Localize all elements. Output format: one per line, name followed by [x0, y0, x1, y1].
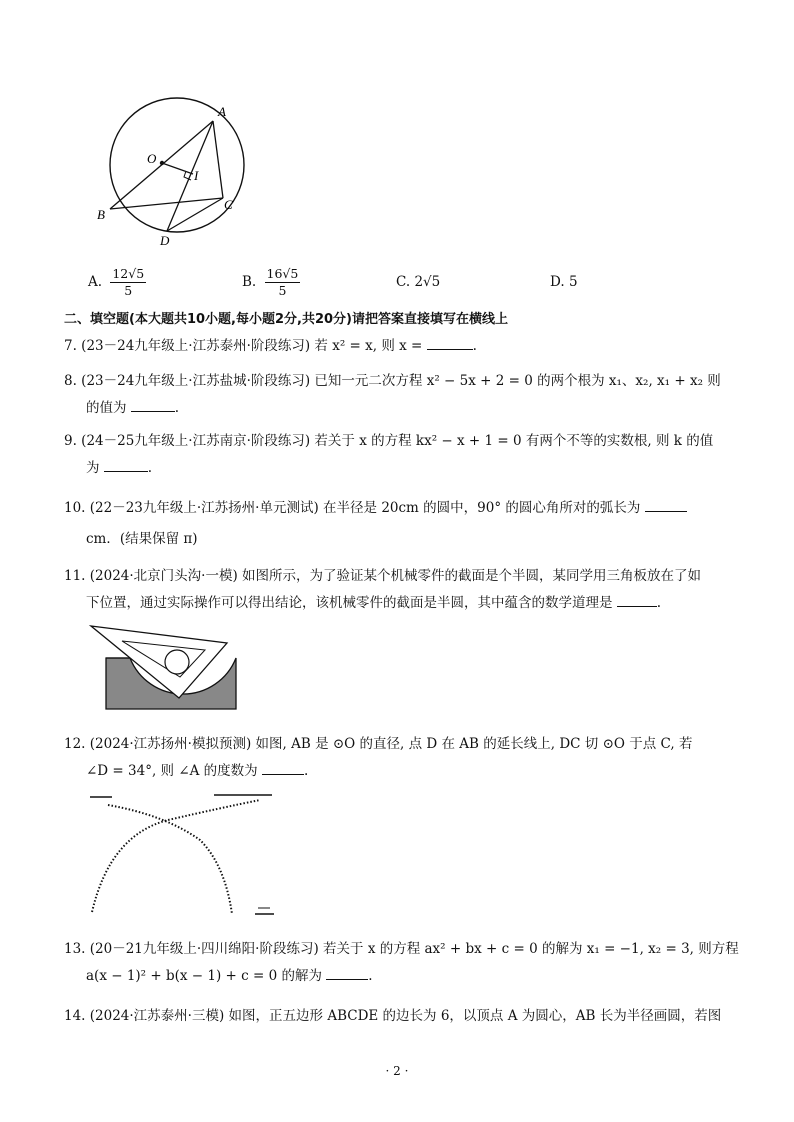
option-b-numerator: 16√5: [266, 266, 299, 281]
q10-line2: cm．(结果保留 π): [86, 531, 198, 547]
question-8: [64, 368, 734, 422]
q12-line1: 12. (2024·江苏扬州·模拟预测) 如图, AB 是 ⊙O 的直径, 点 D 在 AB 的延长线上, DC 切 ⊙O 于点 C, 若: [64, 736, 693, 752]
option-c[interactable]: [396, 274, 440, 308]
label-B: B: [97, 207, 105, 222]
label-I: I: [194, 168, 199, 183]
option-c-letter: C.: [396, 274, 411, 290]
option-a[interactable]: [88, 266, 146, 300]
q8-end: .: [174, 400, 180, 416]
q7-text: 7. (23－24九年级上·江苏泰州·阶段练习) 若 x² = x, 则 x =: [64, 338, 423, 354]
q9-answer-blank[interactable]: [104, 457, 148, 472]
q9-end: .: [147, 460, 153, 476]
question-11: [64, 563, 734, 617]
q11-line1: 11. (2024·北京门头沟·一模) 如图所示，为了验证某个机械零件的截面是个半圆，某同学用三角板放在了如: [64, 568, 702, 584]
q10-line1: 10. (22－23九年级上·江苏扬州·单元测试) 在半径是 20cm 的圆中，90° 的圆心角所对的弧长为: [64, 500, 641, 516]
q13-end: .: [368, 968, 373, 984]
q9-line2: 为: [86, 460, 100, 476]
q13-line2: a(x − 1)² + b(x − 1) + c = 0 的解为: [86, 968, 322, 984]
q10-answer-blank[interactable]: [645, 497, 687, 512]
q11-line2: 下位置，通过实际操作可以得出结论，该机械零件的截面是半圆，其中蕴含的数学道理是: [86, 595, 613, 611]
option-b-denominator: 5: [278, 283, 287, 298]
q11-answer-blank[interactable]: [617, 592, 657, 607]
option-d-value: 5: [568, 274, 578, 290]
option-c-value: 2√5: [414, 274, 441, 290]
q11-end: .: [656, 595, 662, 611]
question-13: [64, 936, 739, 990]
q7-answer-blank[interactable]: [427, 335, 473, 350]
circle-tangent-figure: [86, 790, 286, 920]
option-b[interactable]: [242, 266, 300, 300]
option-b-letter: B.: [242, 274, 257, 290]
q13-line1: 13. (20－21九年级上·四川绵阳·阶段练习) 若关于 x 的方程 ax² + bx + c = 0 的解为 x₁ = −1, x₂ = 3, 则方程: [64, 941, 739, 957]
option-a-letter: A.: [88, 274, 103, 290]
option-d[interactable]: [550, 274, 578, 308]
circle-triangle-figure: [85, 96, 255, 248]
question-7: [64, 333, 734, 360]
q12-answer-blank[interactable]: [262, 760, 304, 775]
page-number: · 2 ·: [385, 1064, 409, 1078]
q14-line1: 14. (2024·江苏泰州·三模) 如图，正五边形 ABCDE 的边长为 6，以顶点 A 为圆心，AB 长为半径画圆，若图: [64, 1008, 722, 1024]
question-9: [64, 428, 734, 482]
option-d-letter: D.: [550, 274, 565, 290]
q7-end: .: [472, 338, 477, 354]
q8-answer-blank[interactable]: [131, 397, 175, 412]
option-b-fraction: [265, 266, 301, 299]
q13-answer-blank[interactable]: [326, 965, 368, 980]
label-O: O: [147, 151, 157, 166]
option-a-fraction: [110, 266, 146, 299]
question-10: [64, 495, 734, 553]
question-12: [64, 731, 734, 785]
q9-line1: 9. (24－25九年级上·江苏南京·阶段练习) 若关于 x 的方程 kx² − x + 1 = 0 有两个不等的实数根, 则 k 的值: [64, 433, 714, 449]
question-14: [64, 1003, 734, 1030]
label-D: D: [160, 233, 170, 248]
section-title: 二、填空题(本大题共10小题,每小题2分,共20分)请把答案直接填写在横线上: [64, 312, 508, 327]
label-A: A: [218, 104, 226, 119]
q12-line2: ∠D = 34°, 则 ∠A 的度数为: [86, 763, 258, 779]
q8-line1: 8. (23－24九年级上·江苏盐城·阶段练习) 已知一元二次方程 x² − 5x + 2 = 0 的两个根为 x₁、x₂, x₁ + x₂ 则: [64, 373, 721, 389]
option-a-numerator: 12√5: [112, 266, 145, 281]
set-square-semicircle-figure: [86, 620, 242, 714]
q12-end: .: [303, 763, 309, 779]
q8-line2: 的值为: [86, 400, 127, 416]
label-C: C: [224, 197, 233, 212]
option-a-denominator: 5: [124, 283, 133, 298]
